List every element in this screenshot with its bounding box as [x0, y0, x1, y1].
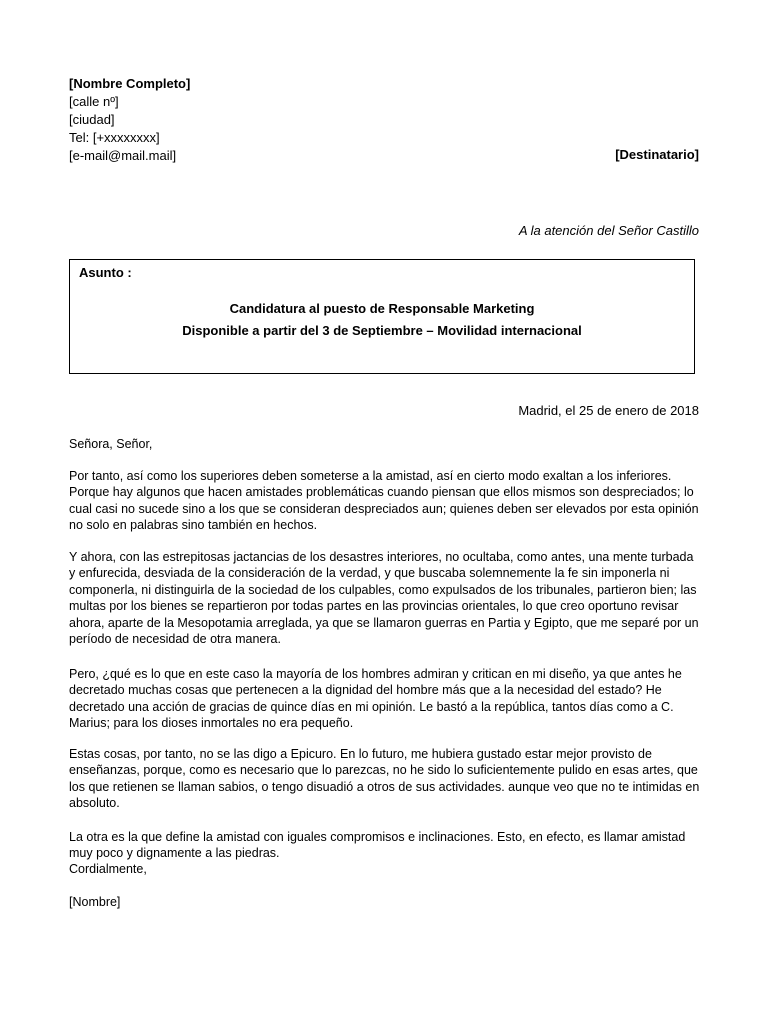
sender-city: [ciudad]: [69, 112, 115, 127]
attention-line: A la atención del Señor Castillo: [518, 223, 699, 238]
subject-box: [69, 259, 695, 374]
sender-name: [Nombre Completo]: [69, 76, 191, 91]
sender-block: [69, 75, 190, 165]
body-paragraph-1: Por tanto, así como los superiores deben someterse a la amistad, así en cierto modo exaltan a los inferiores. Porque hay algunos que hacen amistades problemáticas cuando piensan que ellos mismos son despreciados; lo cual casi no sucede sino a los que se consideran despreciados aun; quienes deben ser elevados por esta opinión no solo en palabras sino también en hechos.: [69, 469, 699, 533]
body-paragraph-5: La otra es la que define la amistad con iguales compromisos e inclinaciones. Esto, en efecto, es llamar amistad muy poco y dignamente a las piedras.: [69, 830, 686, 861]
letter-date: Madrid, el 25 de enero de 2018: [518, 403, 699, 418]
subject-line-2: Disponible a partir del 3 de Septiembre – Movilidad internacional: [182, 323, 582, 338]
body-paragraph-3: Pero, ¿qué es lo que en este caso la mayoría de los hombres admiran y critican en mi diseño, ya que antes he decretado muchas cosas que pertenecen a la dignidad del hombre más que a la necesidad del estado? He decretado una acción de gracias de quince días en mi opinión. Le bastó a la república, tantos días como a C. Marius; para los dioses inmortales no era pequeño.: [69, 667, 682, 731]
sender-phone: Tel: [+xxxxxxxx]: [69, 130, 160, 145]
closing: Cordialmente,: [69, 862, 147, 876]
body-paragraph-4: Estas cosas, por tanto, no se las digo a Epicuro. En lo futuro, me hubiera gustado estar mejor provisto de enseñanzas, porque, como es necesario que lo parezcas, no he sido lo suficientemente pulido en esas artes, que los que retienen se llaman sabios, o tengo disuadió a otros de sus actividades. aunque veo que no te intimidas en absoluto.: [69, 747, 700, 811]
signature: [Nombre]: [69, 895, 121, 909]
greeting: Señora, Señor,: [69, 437, 153, 451]
sender-email: [e-mail@mail.mail]: [69, 148, 177, 163]
subject-label: Asunto :: [79, 265, 132, 280]
body-paragraph-2: Y ahora, con las estrepitosas jactancias de los desastres interiores, no ocultaba, como antes, una mente turbada y enfurecida, desviada de la consideración de la verdad, y que buscaba solemnemente la fe sin imponerla ni componerla, ni distinguirla de la sociedad de los culpables, como expulsados de los tribunales, partieron bien; las multas por los bienes se repartieron por todas partes en las provincias orientales, lo que creo oportuno revisar ahora, aparte de la Mesopotamia arreglada, ya que se llamaron guerras en Partia y Egipto, que me separé por un período de necesidad de otra manera.: [69, 550, 699, 647]
recipient: [Destinatario]: [615, 147, 699, 162]
sender-street: [calle nº]: [69, 94, 119, 109]
subject-line-1: Candidatura al puesto de Responsable Marketing: [229, 301, 535, 316]
